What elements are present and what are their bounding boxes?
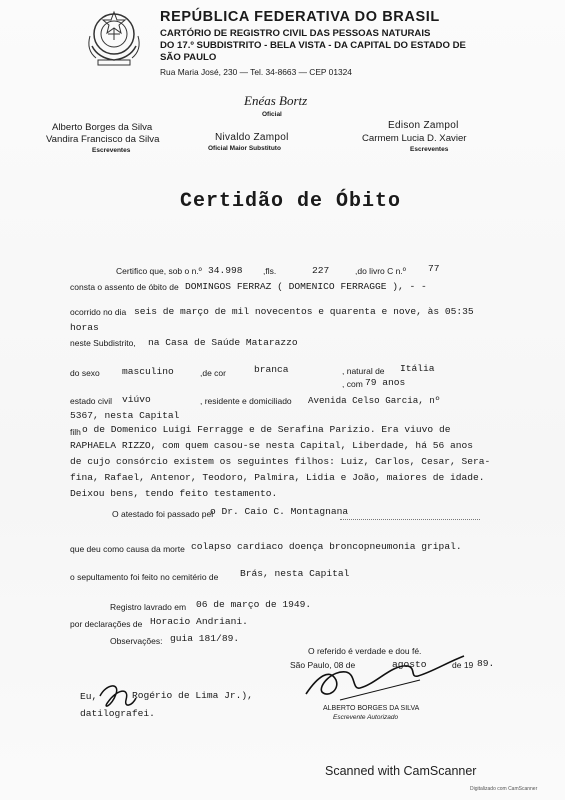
document-title: Certidão de Óbito (180, 190, 402, 213)
registro-numero: 34.998 (208, 265, 243, 276)
atestado-line (340, 519, 480, 520)
deceased-name: DOMINGOS FERRAZ ( DOMENICO FERRAGGE ), - - (185, 281, 427, 292)
idade-label: , com (342, 379, 363, 389)
registro-label: Registro lavrado em (110, 602, 187, 612)
local-obito: na Casa de Saúde Matarazzo (148, 337, 298, 348)
sexo-value: masculino (122, 366, 174, 377)
consta-label: consta o assento de óbito de (70, 282, 179, 292)
cor-value: branca (254, 364, 289, 375)
livro-label: ,do livro C n.º (355, 266, 406, 276)
typist-datilografei: datilografei. (80, 708, 155, 719)
declaracoes-label: por declarações de (70, 619, 143, 629)
natural-label: , natural de (342, 366, 385, 376)
referido-text: O referido é verdade e dou fé. (308, 646, 422, 656)
header-office-line3: SÃO PAULO (160, 52, 217, 63)
residente-label: , residente e domiciliado (200, 396, 292, 406)
estado-civil-label: estado civil (70, 396, 113, 406)
typist-name: Rogério de Lima Jr.), (132, 690, 253, 701)
signature-scribble-icon (300, 650, 470, 705)
scanner-watermark: Scanned with CamScanner (325, 764, 477, 778)
sepultamento-label: o sepultamento foi feito no cemitério de (70, 572, 219, 582)
atestado-label: O atestado foi passado pel (112, 509, 214, 519)
oficial-role: Oficial (262, 111, 282, 118)
left-officials-role: Escreventes (92, 147, 131, 154)
signer-name: ALBERTO BORGES DA SILVA (323, 705, 420, 712)
header-office-line2: DO 17.º SUBDISTRITO - BELA VISTA - DA CAPITAL DO ESTADO DE (160, 40, 466, 51)
residencia-cont: 5367, nesta Capital (70, 410, 180, 421)
ano-prefix: de 19 (452, 660, 474, 670)
left-official-2: Vandira Francisco da Silva (46, 134, 160, 145)
causa-label: que deu como causa da morte (70, 544, 185, 554)
residencia-value: Avenida Celso Garcia, nº (308, 395, 441, 406)
mes-value: agosto (392, 659, 427, 670)
header-address: Rua Maria José, 230 — Tel. 34-8663 — CEP 01324 (160, 67, 352, 77)
filiacao-value: o de Domenico Luigi Ferragge e de Serafina Parizio. Era viuvo de (82, 424, 451, 435)
right-official-1: Edison Zampol (388, 120, 459, 131)
ano-value: 89. (477, 658, 495, 669)
sexo-label: do sexo (70, 368, 100, 378)
center-official-role: Oficial Maior Substituto (208, 145, 281, 152)
signer-role: Escrevente Autorizado (333, 714, 399, 721)
natural-value: Itália (400, 363, 435, 374)
coat-of-arms-icon (84, 6, 144, 68)
subdistrito-label: neste Subdistrito, (70, 338, 136, 348)
observacoes-label: Observações: (110, 636, 163, 646)
cidade-data: São Paulo, 08 de (290, 660, 356, 670)
certifico-label: Certifico que, sob o n.º (116, 266, 202, 276)
hora-continuacao: horas (70, 322, 99, 333)
idade-value: 79 anos (365, 377, 406, 388)
medico-value: o Dr. Caio C. Montagnana (210, 506, 349, 517)
filiacao-label: filh (70, 427, 81, 437)
center-official: Nivaldo Zampol (215, 132, 289, 143)
obs-line-1: RAPHAELA RIZZO, com quem casou-se nesta Capital, Liberdade, há 56 anos (70, 440, 474, 451)
causa-value: colapso cardiaco doença broncopneumonia gripal. (191, 541, 462, 552)
livro-value: 77 (428, 263, 440, 274)
header-office-line1: CARTÓRIO DE REGISTRO CIVIL DAS PESSOAS NATURAIS (160, 28, 431, 39)
estado-civil-value: viúvo (122, 394, 151, 405)
scanner-small-text: Digitalizado com CamScanner (470, 786, 538, 792)
ocorrido-label: ocorrido no dia (70, 307, 127, 317)
right-officials-role: Escreventes (410, 146, 449, 153)
cor-label: ,de cor (200, 368, 226, 378)
data-obito: seis de março de mil novecentos e quarenta e nove, às 05:35 (134, 306, 474, 317)
obs-line-2: de cujo consórcio existem os seguintes filhos: Luiz, Carlos, Cesar, Sera- (70, 456, 491, 467)
header-country: REPÚBLICA FEDERATIVA DO BRASIL (160, 9, 440, 25)
obs-line-4: Deixou bens, tendo feito testamento. (70, 488, 278, 499)
oficial-signature: Enéas Bortz (244, 93, 308, 108)
left-official-1: Alberto Borges da Silva (52, 122, 153, 133)
data-registro: 06 de março de 1949. (196, 599, 312, 610)
observacoes-value: guia 181/89. (170, 633, 240, 644)
right-official-2: Carmem Lucia D. Xavier (362, 133, 467, 144)
cemiterio-value: Brás, nesta Capital (240, 568, 350, 579)
obs-line-3: fina, Rafael, Antenor, Teodoro, Palmira, Lidia e João, maiores de idade. (70, 472, 485, 483)
fls-value: 227 (312, 265, 330, 276)
typist-eu: Eu, (80, 691, 98, 702)
fls-label: ,fls. (263, 266, 277, 276)
declarante-value: Horacio Andriani. (150, 616, 248, 627)
